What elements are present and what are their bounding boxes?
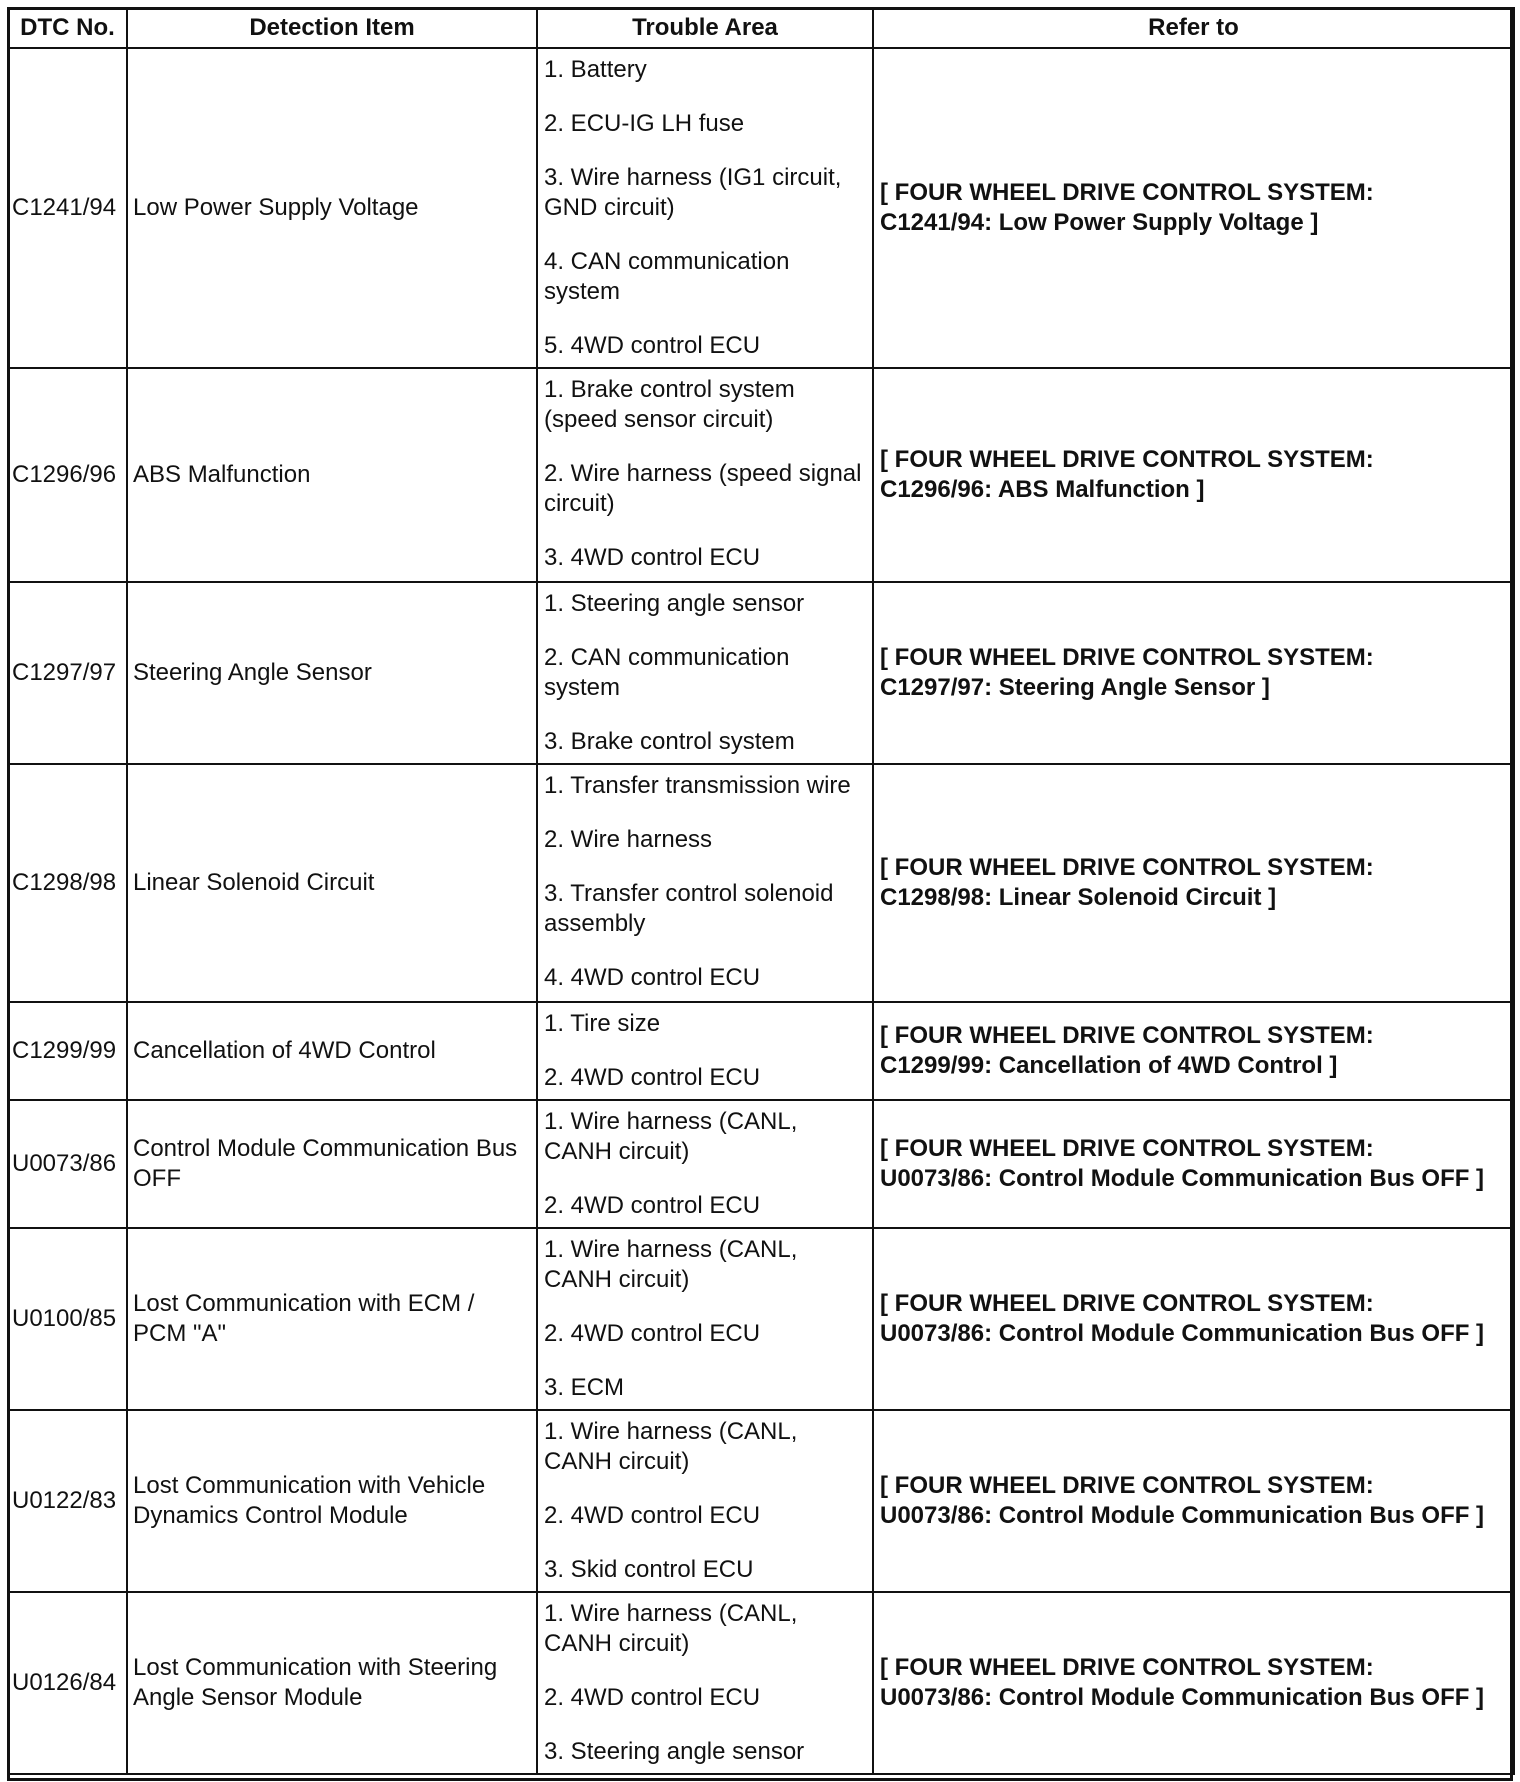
refer-to-cell: [873, 48, 1514, 368]
table-row: [8, 582, 1514, 764]
detection-item-cell: Control Module Communication Bus OFF: [127, 1100, 537, 1228]
table-row: [8, 48, 1514, 368]
detection-item-cell: Cancellation of 4WD Control: [127, 1002, 537, 1100]
trouble-area-item: 3. Brake control system: [544, 728, 795, 755]
refer-to-link[interactable]: U0073/86: Control Module Communication Bus OFF ]: [880, 1502, 1485, 1529]
refer-to-link[interactable]: U0073/86: Control Module Communication Bus OFF ]: [880, 1320, 1485, 1347]
trouble-area-item: 2. 4WD control ECU: [544, 1502, 761, 1529]
refer-to-system: [ FOUR WHEEL DRIVE CONTROL SYSTEM:: [880, 644, 1374, 671]
refer-to-link[interactable]: C1299/99: Cancellation of 4WD Control ]: [880, 1052, 1338, 1079]
refer-to-system: [ FOUR WHEEL DRIVE CONTROL SYSTEM:: [880, 1654, 1374, 1681]
refer-to-link[interactable]: C1297/97: Steering Angle Sensor ]: [880, 674, 1270, 701]
trouble-area-item: 2. 4WD control ECU: [544, 1192, 761, 1219]
trouble-area-item: 2. ECU-IG LH fuse: [544, 110, 745, 137]
refer-to-link[interactable]: C1296/96: ABS Malfunction ]: [880, 476, 1205, 503]
table-row: [8, 764, 1514, 1002]
trouble-area-item: 3. ECM: [544, 1374, 625, 1401]
header-trouble-area: Trouble Area: [537, 8, 873, 48]
table-row: [8, 1228, 1514, 1410]
trouble-area-item: 2. 4WD control ECU: [544, 1684, 761, 1711]
table-body: [8, 48, 1514, 1774]
trouble-area-cell: [537, 582, 873, 764]
dtc-code-cell: C1297/97: [8, 582, 127, 764]
refer-to-system: [ FOUR WHEEL DRIVE CONTROL SYSTEM:: [880, 1290, 1374, 1317]
trouble-area-cell: [537, 368, 873, 582]
trouble-area-item: 1. Wire harness (CANL, CANH circuit): [544, 1418, 798, 1475]
refer-to-system: [ FOUR WHEEL DRIVE CONTROL SYSTEM:: [880, 1022, 1374, 1049]
refer-to-system: [ FOUR WHEEL DRIVE CONTROL SYSTEM:: [880, 1472, 1374, 1499]
trouble-area-item: 4. CAN communication system: [544, 248, 790, 305]
detection-item-cell: ABS Malfunction: [127, 368, 537, 582]
refer-to-cell: [873, 764, 1514, 1002]
refer-to-cell: [873, 368, 1514, 582]
trouble-area-item: 2. CAN communication system: [544, 644, 790, 701]
trouble-area-cell: [537, 1002, 873, 1100]
header-detection-item: Detection Item: [127, 8, 537, 48]
refer-to-cell: [873, 1002, 1514, 1100]
trouble-area-item: 3. Transfer control solenoid assembly: [544, 880, 834, 937]
refer-to-system: [ FOUR WHEEL DRIVE CONTROL SYSTEM:: [880, 179, 1374, 206]
refer-to-cell: [873, 582, 1514, 764]
trouble-area-item: 1. Transfer transmission wire: [544, 772, 851, 799]
detection-item-cell: Steering Angle Sensor: [127, 582, 537, 764]
trouble-area-cell: [537, 1592, 873, 1774]
trouble-area-item: 3. Wire harness (IG1 circuit, GND circuit): [544, 164, 842, 221]
refer-to-link[interactable]: C1298/98: Linear Solenoid Circuit ]: [880, 884, 1277, 911]
dtc-code-cell: U0100/85: [8, 1228, 127, 1410]
trouble-area-item: 2. Wire harness (speed signal circuit): [544, 460, 862, 517]
refer-to-cell: [873, 1410, 1514, 1592]
detection-item-cell: Low Power Supply Voltage: [127, 48, 537, 368]
trouble-area-item: 1. Wire harness (CANL, CANH circuit): [544, 1600, 798, 1657]
detection-item-cell: Lost Communication with Steering Angle Sensor Module: [127, 1592, 537, 1774]
trouble-area-cell: [537, 1100, 873, 1228]
table-row: [8, 1592, 1514, 1774]
trouble-area-item: 3. Skid control ECU: [544, 1556, 754, 1583]
trouble-area-item: 3. 4WD control ECU: [544, 544, 761, 571]
dtc-code-cell: U0073/86: [8, 1100, 127, 1228]
table-row: [8, 1410, 1514, 1592]
table-row: [8, 1002, 1514, 1100]
trouble-area-item: 1. Wire harness (CANL, CANH circuit): [544, 1108, 798, 1165]
trouble-area-item: 2. 4WD control ECU: [544, 1064, 761, 1091]
detection-item-cell: Lost Communication with Vehicle Dynamics Control Module: [127, 1410, 537, 1592]
detection-item-cell: Linear Solenoid Circuit: [127, 764, 537, 1002]
trouble-area-cell: [537, 1410, 873, 1592]
dtc-code-cell: U0122/83: [8, 1410, 127, 1592]
refer-to-cell: [873, 1592, 1514, 1774]
trouble-area-item: 3. Steering angle sensor: [544, 1738, 805, 1765]
trouble-area-item: 5. 4WD control ECU: [544, 332, 761, 359]
trouble-area-cell: [537, 48, 873, 368]
trouble-area-cell: [537, 764, 873, 1002]
dtc-code-cell: U0126/84: [8, 1592, 127, 1774]
trouble-area-item: 1. Battery: [544, 56, 647, 83]
refer-to-cell: [873, 1100, 1514, 1228]
trouble-area-item: 1. Steering angle sensor: [544, 590, 805, 617]
dtc-code-cell: C1296/96: [8, 368, 127, 582]
dtc-table: [7, 7, 1515, 1775]
dtc-code-cell: C1241/94: [8, 48, 127, 368]
refer-to-system: [ FOUR WHEEL DRIVE CONTROL SYSTEM:: [880, 854, 1374, 881]
refer-to-link[interactable]: U0073/86: Control Module Communication Bus OFF ]: [880, 1684, 1485, 1711]
refer-to-system: [ FOUR WHEEL DRIVE CONTROL SYSTEM:: [880, 1135, 1374, 1162]
refer-to-link[interactable]: U0073/86: Control Module Communication Bus OFF ]: [880, 1165, 1485, 1192]
detection-item-cell: Lost Communication with ECM / PCM "A": [127, 1228, 537, 1410]
trouble-area-item: 1. Brake control system (speed sensor circuit): [544, 376, 795, 433]
table-row: [8, 1100, 1514, 1228]
trouble-area-item: 2. 4WD control ECU: [544, 1320, 761, 1347]
trouble-area-item: 1. Tire size: [544, 1010, 661, 1037]
header-row: [8, 8, 1514, 48]
refer-to-system: [ FOUR WHEEL DRIVE CONTROL SYSTEM:: [880, 446, 1374, 473]
header-dtc-no: DTC No.: [8, 8, 127, 48]
refer-to-cell: [873, 1228, 1514, 1410]
refer-to-link[interactable]: C1241/94: Low Power Supply Voltage ]: [880, 209, 1319, 236]
header-refer-to: Refer to: [873, 8, 1514, 48]
trouble-area-item: 4. 4WD control ECU: [544, 964, 761, 991]
trouble-area-item: 1. Wire harness (CANL, CANH circuit): [544, 1236, 798, 1293]
dtc-code-cell: C1298/98: [8, 764, 127, 1002]
dtc-code-cell: C1299/99: [8, 1002, 127, 1100]
trouble-area-item: 2. Wire harness: [544, 826, 713, 853]
table-row: [8, 368, 1514, 582]
trouble-area-cell: [537, 1228, 873, 1410]
